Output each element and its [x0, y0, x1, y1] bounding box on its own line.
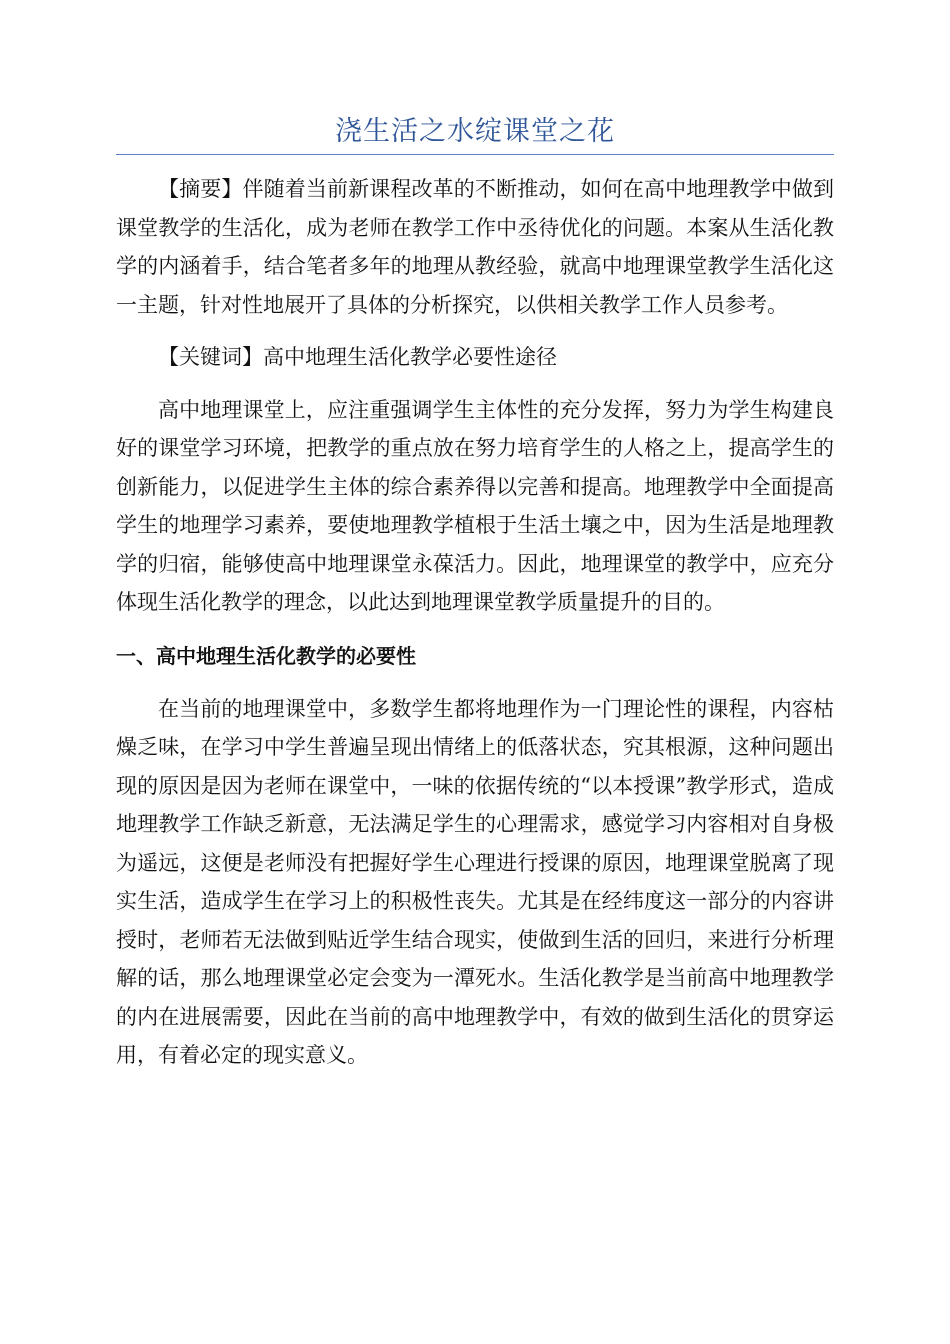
- intro-paragraph: 高中地理课堂上，应注重强调学生主体性的充分发挥，努力为学生构建良好的课堂学习环境，把教学的重点放在努力培育学生的人格之上，提高学生的创新能力，以促进学生主体的综合素养得以完善和提高。地理教学中全面提高学生的地理学习素养，要使地理教学植根于生活土壤之中，因为生活是地理教学的归宿，能够使高中地理课堂永葆活力。因此，地理课堂的教学中，应充分体现生活化教学的理念，以此达到地理课堂教学质量提升的目的。: [116, 397, 834, 614]
- title-underline-divider: [116, 154, 834, 155]
- document-title: 浇生活之水绽课堂之花: [335, 116, 615, 147]
- document-body: [116, 170, 834, 1075]
- abstract-paragraph: 【摘要】伴随着当前新课程改革的不断推动，如何在高中地理教学中做到课堂教学的生活化，成为老师在教学工作中丞待优化的问题。本案从生活化教学的内涵着手，结合笔者多年的地理从教经验，就高中地理课堂教学生活化这一主题，针对性地展开了具体的分析探究，以供相关教学工作人员参考。: [116, 177, 834, 317]
- section-heading: 一、高中地理生活化教学的必要性: [116, 643, 416, 668]
- keywords-paragraph: 【关键词】高中地理生活化教学必要性途径: [158, 345, 557, 369]
- section-paragraph: 在当前的地理课堂中，多数学生都将地理作为一门理论性的课程，内容枯燥乏味，在学习中学生普遍呈现出情绪上的低落状态，究其根源，这种问题出现的原因是因为老师在课堂中，一味的依据传统的“以本授课”教学形式，造成地理教学工作缺乏新意，无法满足学生的心理需求，感觉学习内容相对自身极为遥远，这便是老师没有把握好学生心理进行授课的原因，地理课堂脱离了现实生活，造成学生在学习上的积极性丧失。尤其是在经纬度这一部分的内容讲授时，老师若无法做到贴近学生结合现实，使做到生活的回归，来进行分析理解的话，那么地理课堂必定会变为一潭死水。生活化教学是当前高中地理教学的内在进展需要，因此在当前的高中地理教学中，有效的做到生活化的贯穿运用，有着必定的现实意义。: [116, 696, 834, 1067]
